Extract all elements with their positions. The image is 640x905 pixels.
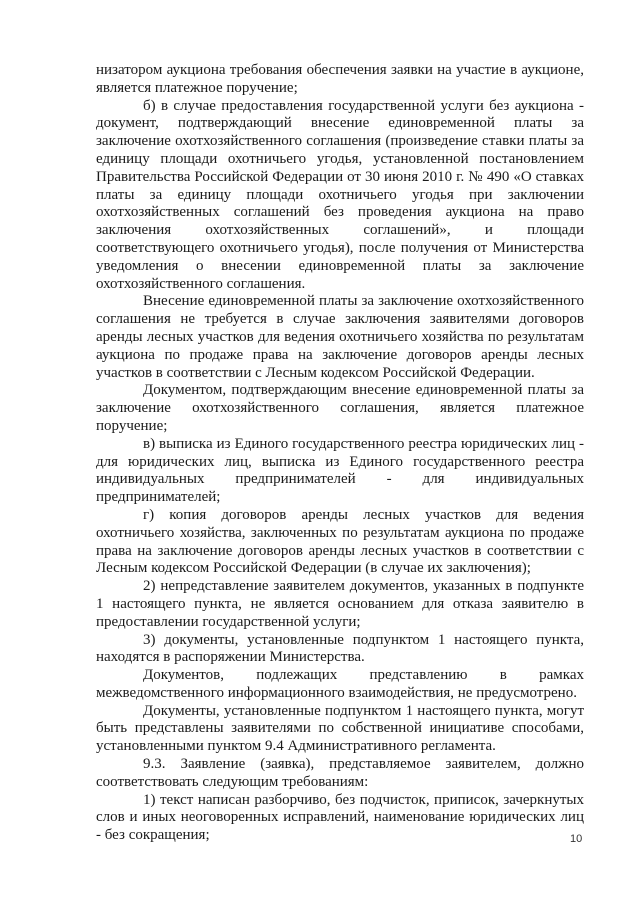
paragraph-subitem-3: 3) документы, установленные подпунктом 1 настоящего пункта, находятся в распоряжении Министерства. bbox=[96, 631, 584, 666]
body-text bbox=[96, 62, 584, 845]
paragraph-subitem-2: 2) непредставление заявителем документов, указанных в подпункте 1 настоящего пункта, не является основанием для отказа заявителю в предоставлении государственной услуги; bbox=[96, 578, 584, 630]
paragraph-item-g: г) копия договоров аренды лесных участков для ведения охотничьего хозяйства, заключенных по результатам аукциона по продаже права на заключение договоров аренды лесных участков в соответствии с Лесным кодексом Российской Федерации (в случае их заключения); bbox=[96, 506, 584, 577]
page-number: 10 bbox=[570, 833, 583, 845]
paragraph-payment-document: Документом, подтверждающим внесение единовременной платы за заключение охотхозяйственного соглашения, является платежное поручение; bbox=[96, 382, 584, 434]
paragraph-interagency: Документов, подлежащих представлению в рамках межведомственного информационного взаимодействия, не предусмотрено. bbox=[96, 667, 584, 701]
paragraph-payment-exemption: Внесение единовременной платы за заключение охотхозяйственного соглашения не требуется в случае заключения заявителями договоров аренды лесных участков для ведения охотничьего хозяйства по результатам аукциона по продаже права на заключение договоров аренды лесных участков в соответствии с Лесным кодексом Российской Федерации. bbox=[96, 293, 584, 381]
paragraph-requirement-1: 1) текст написан разборчиво, без подчисток, приписок, зачеркнутых слов и иных неоговоренных исправлений, наименование юридических лиц - без сокращения; bbox=[96, 791, 584, 844]
paragraph-item-v: в) выписка из Единого государственного реестра юридических лиц - для юридических лиц, выписка из Единого государственного реестра индивидуальных предпринимателей - для индивидуальных предпринимателей; bbox=[96, 435, 584, 506]
paragraph-section-9-3: 9.3. Заявление (заявка), представляемое заявителем, должно соответствовать следующим требованиям: bbox=[96, 756, 584, 790]
paragraph-continuation: низатором аукциона требования обеспечения заявки на участие в аукционе, является платежное поручение; bbox=[96, 62, 584, 96]
paragraph-own-initiative: Документы, установленные подпунктом 1 настоящего пункта, могут быть представлены заявителями по собственной инициативе способами, установленными пунктом 9.4 Административного регламента. bbox=[96, 702, 584, 755]
paragraph-item-b: б) в случае предоставления государственной услуги без аукциона - документ, подтверждающий внесение единовременной платы за заключение охотхозяйственного соглашения (произведение ставки платы за единицу площади охотничьего угодья, установленной постановлением Правительства Российской Федерации от 30 июня 2010 г. № 490 «О ставках платы за единицу площади охотничьего угодья при заключении охотхозяйственных соглашений без проведения аукциона на право заключения охотхозяйственных соглашений», и площади соответствующего охотничьего угодья), после получения от Министерства уведомления о внесении единовременной платы за заключение охотхозяйственного соглашения. bbox=[96, 97, 584, 292]
